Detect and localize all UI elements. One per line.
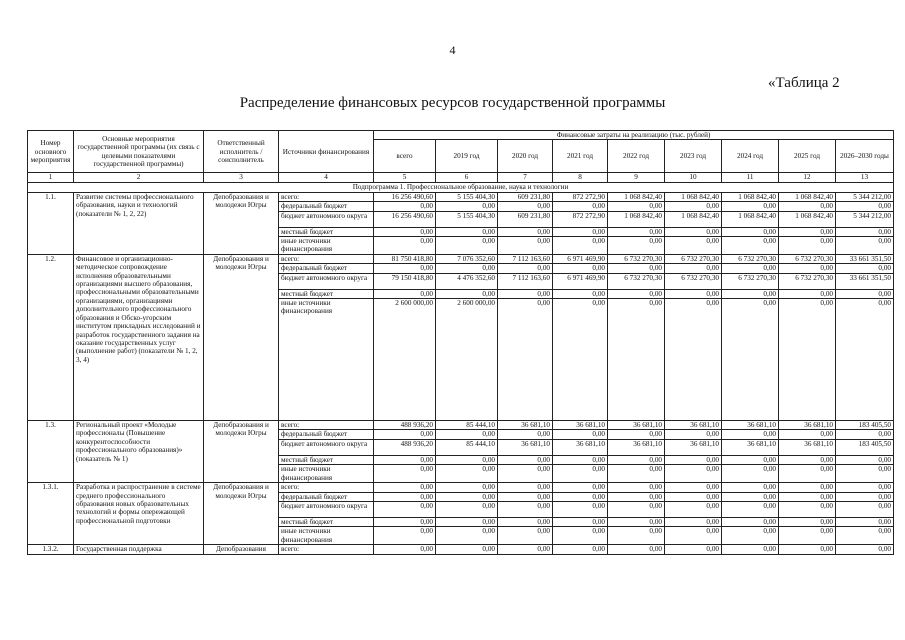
amount-cell: 0,00 — [553, 227, 608, 236]
amount-cell: 81 750 418,80 — [374, 254, 436, 263]
amount-cell: 0,00 — [836, 227, 894, 236]
funding-source: местный бюджет — [279, 517, 374, 526]
amount-cell: 0,00 — [836, 527, 894, 545]
column-index: 9 — [608, 173, 665, 182]
funding-source: иные источники финансирования — [279, 237, 374, 255]
amount-cell: 0,00 — [722, 264, 779, 273]
funding-source: бюджет автономного округа — [279, 439, 374, 455]
amount-cell: 0,00 — [836, 501, 894, 517]
table-row — [28, 483, 894, 492]
amount-cell: 0,00 — [498, 501, 553, 517]
amount-cell: 0,00 — [665, 299, 722, 421]
column-index: 11 — [722, 173, 779, 182]
amount-cell: 0,00 — [608, 237, 665, 255]
amount-cell: 0,00 — [553, 455, 608, 464]
header-activity: Основные мероприятия государственной программы (их связь с целевыми показателями государственной программы) — [74, 131, 204, 173]
amount-cell: 0,00 — [553, 527, 608, 545]
amount-cell: 0,00 — [836, 299, 894, 421]
amount-cell: 0,00 — [779, 465, 836, 483]
amount-cell: 0,00 — [608, 517, 665, 526]
amount-cell: 0,00 — [436, 289, 498, 298]
amount-cell: 0,00 — [553, 237, 608, 255]
amount-cell: 0,00 — [436, 501, 498, 517]
amount-cell: 0,00 — [665, 517, 722, 526]
amount-cell: 0,00 — [498, 517, 553, 526]
header-year: 2024 год — [722, 140, 779, 173]
amount-cell: 0,00 — [436, 517, 498, 526]
funding-source: всего: — [279, 545, 374, 554]
amount-cell: 0,00 — [608, 264, 665, 273]
amount-cell: 6 732 270,30 — [665, 254, 722, 263]
activity-number: 1.3.1. — [28, 483, 74, 545]
column-index-row — [28, 173, 894, 182]
amount-cell: 0,00 — [498, 465, 553, 483]
amount-cell: 0,00 — [553, 299, 608, 421]
amount-cell: 0,00 — [779, 237, 836, 255]
column-index: 5 — [374, 173, 436, 182]
amount-cell: 0,00 — [436, 237, 498, 255]
amount-cell: 0,00 — [436, 483, 498, 492]
amount-cell: 85 444,10 — [436, 421, 498, 430]
amount-cell: 0,00 — [553, 545, 608, 554]
amount-cell: 0,00 — [608, 299, 665, 421]
amount-cell: 0,00 — [498, 289, 553, 298]
amount-cell: 0,00 — [836, 545, 894, 554]
amount-cell: 0,00 — [779, 545, 836, 554]
amount-cell: 0,00 — [836, 237, 894, 255]
amount-cell: 6 732 270,30 — [779, 254, 836, 263]
amount-cell: 0,00 — [779, 527, 836, 545]
amount-cell: 0,00 — [722, 465, 779, 483]
amount-cell: 0,00 — [665, 492, 722, 501]
amount-cell: 5 344 212,00 — [836, 211, 894, 227]
amount-cell: 0,00 — [779, 483, 836, 492]
table-row — [28, 192, 894, 201]
amount-cell: 0,00 — [722, 517, 779, 526]
amount-cell: 0,00 — [665, 465, 722, 483]
amount-cell: 0,00 — [836, 483, 894, 492]
activity-name: Разработка и распространение в системе среднего профессионального образования новых образовательных технологий и формы опережающей профессиональной подготовки — [74, 483, 204, 545]
amount-cell: 0,00 — [836, 430, 894, 439]
amount-cell: 36 681,10 — [722, 421, 779, 430]
amount-cell: 16 256 490,60 — [374, 211, 436, 227]
amount-cell: 85 444,10 — [436, 439, 498, 455]
funding-source: иные источники финансирования — [279, 465, 374, 483]
header-year: 2025 год — [779, 140, 836, 173]
amount-cell: 183 405,50 — [836, 421, 894, 430]
amount-cell: 0,00 — [665, 545, 722, 554]
responsible-executor: Депобразования и молодежи Югры — [204, 254, 279, 420]
amount-cell: 488 936,20 — [374, 439, 436, 455]
header-costs-group: Финансовые затраты на реализацию (тыс. рублей) — [374, 131, 894, 140]
amount-cell: 0,00 — [608, 483, 665, 492]
amount-cell: 0,00 — [779, 455, 836, 464]
funding-source: федеральный бюджет — [279, 202, 374, 211]
amount-cell: 0,00 — [498, 492, 553, 501]
amount-cell: 0,00 — [374, 465, 436, 483]
column-index: 6 — [436, 173, 498, 182]
funding-source: всего: — [279, 192, 374, 201]
column-index: 8 — [553, 173, 608, 182]
amount-cell: 0,00 — [374, 517, 436, 526]
activity-number: 1.3. — [28, 421, 74, 483]
amount-cell: 79 150 418,80 — [374, 273, 436, 289]
amount-cell: 6 732 270,30 — [608, 254, 665, 263]
amount-cell: 0,00 — [722, 492, 779, 501]
amount-cell: 0,00 — [722, 501, 779, 517]
amount-cell: 0,00 — [498, 483, 553, 492]
amount-cell: 0,00 — [779, 430, 836, 439]
amount-cell: 1 068 842,40 — [608, 192, 665, 201]
column-index: 12 — [779, 173, 836, 182]
amount-cell: 0,00 — [374, 227, 436, 236]
amount-cell: 5 344 212,00 — [836, 192, 894, 201]
table-row — [28, 421, 894, 430]
amount-cell: 0,00 — [553, 289, 608, 298]
amount-cell: 0,00 — [498, 430, 553, 439]
amount-cell: 0,00 — [836, 264, 894, 273]
amount-cell: 36 681,10 — [498, 439, 553, 455]
amount-cell: 0,00 — [374, 545, 436, 554]
funding-source: федеральный бюджет — [279, 264, 374, 273]
amount-cell: 0,00 — [553, 501, 608, 517]
column-index: 13 — [836, 173, 894, 182]
amount-cell: 0,00 — [374, 455, 436, 464]
amount-cell: 0,00 — [498, 299, 553, 421]
amount-cell: 1 068 842,40 — [665, 192, 722, 201]
amount-cell: 0,00 — [553, 517, 608, 526]
amount-cell: 1 068 842,40 — [779, 211, 836, 227]
amount-cell: 0,00 — [608, 527, 665, 545]
column-index: 10 — [665, 173, 722, 182]
amount-cell: 0,00 — [553, 492, 608, 501]
amount-cell: 0,00 — [608, 455, 665, 464]
amount-cell: 0,00 — [436, 430, 498, 439]
table-label: «Таблица 2 — [768, 75, 840, 91]
table-body — [28, 182, 894, 554]
amount-cell: 0,00 — [553, 430, 608, 439]
amount-cell: 6 732 270,30 — [722, 273, 779, 289]
amount-cell: 0,00 — [498, 545, 553, 554]
amount-cell: 0,00 — [374, 527, 436, 545]
activity-name: Региональный проект «Молодые профессионалы (Повышение конкурентоспособности профессионального образования)» (показатель № 1) — [74, 421, 204, 483]
column-index: 3 — [204, 173, 279, 182]
funding-source: всего: — [279, 254, 374, 263]
amount-cell: 183 405,50 — [836, 439, 894, 455]
financial-resources-table — [27, 130, 894, 555]
table-row — [28, 545, 894, 554]
amount-cell: 36 681,10 — [722, 439, 779, 455]
funding-source: всего: — [279, 421, 374, 430]
column-index: 2 — [74, 173, 204, 182]
amount-cell: 0,00 — [779, 492, 836, 501]
subprogram-row — [28, 182, 894, 192]
amount-cell: 0,00 — [374, 483, 436, 492]
amount-cell: 0,00 — [722, 227, 779, 236]
amount-cell: 0,00 — [436, 527, 498, 545]
header-executor: Ответственный исполнитель / соисполнитель — [204, 131, 279, 173]
amount-cell: 0,00 — [608, 492, 665, 501]
amount-cell: 609 231,80 — [498, 192, 553, 201]
amount-cell: 0,00 — [608, 501, 665, 517]
amount-cell: 6 971 469,90 — [553, 254, 608, 263]
amount-cell: 0,00 — [665, 227, 722, 236]
responsible-executor: Депобразования и молодежи Югры — [204, 483, 279, 545]
amount-cell: 0,00 — [374, 289, 436, 298]
amount-cell: 0,00 — [498, 527, 553, 545]
amount-cell: 0,00 — [374, 237, 436, 255]
amount-cell: 0,00 — [436, 227, 498, 236]
amount-cell: 6 732 270,30 — [608, 273, 665, 289]
amount-cell: 0,00 — [836, 455, 894, 464]
amount-cell: 0,00 — [374, 430, 436, 439]
amount-cell: 0,00 — [436, 465, 498, 483]
amount-cell: 6 732 270,30 — [779, 273, 836, 289]
amount-cell: 0,00 — [779, 289, 836, 298]
amount-cell: 0,00 — [665, 202, 722, 211]
amount-cell: 609 231,80 — [498, 211, 553, 227]
funding-source: иные источники финансирования — [279, 527, 374, 545]
amount-cell: 4 476 352,60 — [436, 273, 498, 289]
amount-cell: 0,00 — [608, 289, 665, 298]
amount-cell: 1 068 842,40 — [665, 211, 722, 227]
subprogram-title: Подпрограмма 1. Профессиональное образование, наука и технологии — [28, 182, 894, 192]
amount-cell: 16 256 490,60 — [374, 192, 436, 201]
amount-cell: 0,00 — [553, 465, 608, 483]
header-number: Номер основного мероприятия — [28, 131, 74, 173]
amount-cell: 0,00 — [779, 299, 836, 421]
amount-cell: 0,00 — [553, 483, 608, 492]
amount-cell: 0,00 — [498, 202, 553, 211]
amount-cell: 33 661 351,50 — [836, 254, 894, 263]
amount-cell: 0,00 — [779, 517, 836, 526]
amount-cell: 36 681,10 — [553, 421, 608, 430]
amount-cell: 0,00 — [436, 492, 498, 501]
amount-cell: 6 971 469,90 — [553, 273, 608, 289]
amount-cell: 0,00 — [722, 202, 779, 211]
amount-cell: 0,00 — [374, 501, 436, 517]
amount-cell: 1 068 842,40 — [722, 211, 779, 227]
amount-cell: 0,00 — [608, 227, 665, 236]
amount-cell: 0,00 — [836, 465, 894, 483]
amount-cell: 36 681,10 — [608, 439, 665, 455]
funding-source: всего: — [279, 483, 374, 492]
amount-cell: 0,00 — [436, 202, 498, 211]
document-title: Распределение финансовых ресурсов государственной программы — [239, 95, 666, 111]
amount-cell: 2 600 000,00 — [374, 299, 436, 421]
amount-cell: 36 681,10 — [779, 439, 836, 455]
amount-cell: 0,00 — [722, 483, 779, 492]
amount-cell: 0,00 — [722, 455, 779, 464]
responsible-executor: Депобразования и молодежи Югры — [204, 421, 279, 483]
amount-cell: 0,00 — [722, 289, 779, 298]
amount-cell: 0,00 — [665, 237, 722, 255]
page-number: 4 — [449, 43, 456, 57]
amount-cell: 0,00 — [665, 430, 722, 439]
amount-cell: 488 936,20 — [374, 421, 436, 430]
amount-cell: 0,00 — [665, 455, 722, 464]
amount-cell: 0,00 — [779, 227, 836, 236]
amount-cell: 0,00 — [436, 545, 498, 554]
amount-cell: 0,00 — [553, 264, 608, 273]
amount-cell: 0,00 — [836, 289, 894, 298]
amount-cell: 0,00 — [722, 545, 779, 554]
amount-cell: 0,00 — [665, 483, 722, 492]
funding-source: местный бюджет — [279, 227, 374, 236]
funding-source: бюджет автономного округа — [279, 501, 374, 517]
amount-cell: 36 681,10 — [665, 439, 722, 455]
amount-cell: 0,00 — [722, 527, 779, 545]
amount-cell: 0,00 — [779, 501, 836, 517]
funding-source: федеральный бюджет — [279, 430, 374, 439]
header-year: 2021 год — [553, 140, 608, 173]
amount-cell: 5 155 404,30 — [436, 192, 498, 201]
amount-cell: 36 681,10 — [553, 439, 608, 455]
amount-cell: 33 661 351,50 — [836, 273, 894, 289]
amount-cell: 6 732 270,30 — [722, 254, 779, 263]
amount-cell: 0,00 — [608, 465, 665, 483]
amount-cell: 7 112 163,60 — [498, 273, 553, 289]
amount-cell: 0,00 — [436, 455, 498, 464]
amount-cell: 0,00 — [722, 430, 779, 439]
header-year: 2019 год — [436, 140, 498, 173]
amount-cell: 0,00 — [498, 227, 553, 236]
header-year: 2026–2030 годы — [836, 140, 894, 173]
header-year: 2022 год — [608, 140, 665, 173]
amount-cell: 0,00 — [498, 264, 553, 273]
amount-cell: 0,00 — [665, 527, 722, 545]
amount-cell: 0,00 — [836, 202, 894, 211]
activity-number: 1.3.2. — [28, 545, 74, 554]
amount-cell: 0,00 — [498, 237, 553, 255]
amount-cell: 0,00 — [836, 492, 894, 501]
amount-cell: 0,00 — [374, 264, 436, 273]
amount-cell: 0,00 — [608, 202, 665, 211]
amount-cell: 872 272,90 — [553, 211, 608, 227]
amount-cell: 0,00 — [665, 289, 722, 298]
amount-cell: 0,00 — [722, 299, 779, 421]
funding-source: местный бюджет — [279, 455, 374, 464]
responsible-executor: Депобразования — [204, 545, 279, 554]
header-year: 2020 год — [498, 140, 553, 173]
amount-cell: 1 068 842,40 — [779, 192, 836, 201]
amount-cell: 0,00 — [608, 430, 665, 439]
amount-cell: 36 681,10 — [665, 421, 722, 430]
funding-source: иные источники финансирования — [279, 299, 374, 421]
amount-cell: 2 600 000,00 — [436, 299, 498, 421]
funding-source: местный бюджет — [279, 289, 374, 298]
amount-cell: 872 272,90 — [553, 192, 608, 201]
amount-cell: 36 681,10 — [779, 421, 836, 430]
funding-source: бюджет автономного округа — [279, 211, 374, 227]
amount-cell: 7 076 352,60 — [436, 254, 498, 263]
funding-source: бюджет автономного округа — [279, 273, 374, 289]
amount-cell: 7 112 163,60 — [498, 254, 553, 263]
header-year: всего — [374, 140, 436, 173]
amount-cell: 6 732 270,30 — [665, 273, 722, 289]
header-source: Источники финансирования — [279, 131, 374, 173]
header-year: 2023 год — [665, 140, 722, 173]
column-index: 4 — [279, 173, 374, 182]
amount-cell: 5 155 404,30 — [436, 211, 498, 227]
responsible-executor: Депобразования и молодежи Югры — [204, 192, 279, 254]
activity-number: 1.2. — [28, 254, 74, 420]
amount-cell: 0,00 — [665, 501, 722, 517]
activity-name: Государственная поддержка — [74, 545, 204, 554]
amount-cell: 0,00 — [665, 264, 722, 273]
amount-cell: 36 681,10 — [498, 421, 553, 430]
funding-source: федеральный бюджет — [279, 492, 374, 501]
activity-name: Развитие системы профессионального образования, науки и технологий (показатели № 1, 2, 22) — [74, 192, 204, 254]
column-index: 1 — [28, 173, 74, 182]
amount-cell: 0,00 — [608, 545, 665, 554]
amount-cell: 0,00 — [722, 237, 779, 255]
amount-cell: 0,00 — [374, 202, 436, 211]
activity-name: Финансовое и организационно-методическое сопровождение исполнения образовательными организациями высшего образования, профессиональными образовательными организациями, организациями дополнительного профессионального образования и Обско-угорским институтом прикладных исследований и разработок государственного задания на оказание государственных услуг (выполнение работ) (показатели № 1, 2, 3, 4) — [74, 254, 204, 420]
amount-cell: 36 681,10 — [608, 421, 665, 430]
amount-cell: 0,00 — [553, 202, 608, 211]
table-row — [28, 254, 894, 263]
amount-cell: 0,00 — [836, 517, 894, 526]
amount-cell: 0,00 — [498, 455, 553, 464]
column-index: 7 — [498, 173, 553, 182]
amount-cell: 0,00 — [374, 492, 436, 501]
amount-cell: 0,00 — [436, 264, 498, 273]
activity-number: 1.1. — [28, 192, 74, 254]
amount-cell: 1 068 842,40 — [722, 192, 779, 201]
amount-cell: 1 068 842,40 — [608, 211, 665, 227]
amount-cell: 0,00 — [779, 202, 836, 211]
amount-cell: 0,00 — [779, 264, 836, 273]
